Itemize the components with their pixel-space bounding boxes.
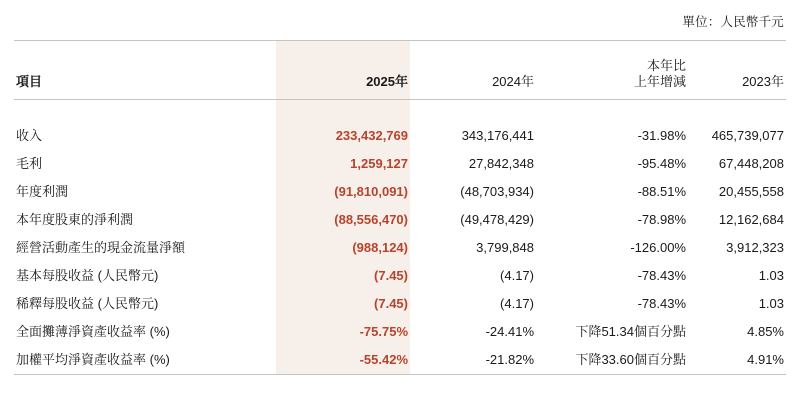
row-value-change: 下降33.60個百分點 [536,346,688,375]
row-value-y2024: 3,799,848 [476,240,534,255]
column-header-y2023 [688,41,786,100]
row-label: 經營活動產生的現金流量淨額 [16,240,186,255]
key-financials-table [14,40,786,375]
row-value-y2023: 4.91% [688,346,786,375]
row-value-y2024: 27,842,348 [468,156,534,171]
table-row [14,206,786,234]
row-value-y2023: 20,455,558 [718,184,784,199]
row-value-y2024: (4.17) [500,268,534,283]
column-header-y2025-label: 2025年 [366,74,408,89]
row-value-change: -126.00% [630,240,686,255]
header-row [14,41,786,100]
row-value-change: -78.98% [637,212,686,227]
row-value-y2025: (988,124) [276,234,410,262]
row-value-y2025: (88,556,470) [276,206,410,234]
row-value-change: 下降51.34個百分點 [575,324,686,339]
table-body [14,100,786,375]
row-label: 毛利 [16,156,43,171]
spacer-cell-y2023 [688,100,786,123]
unit-note: 單位：人民幣千元 [682,15,784,29]
spacer-row [14,100,786,123]
spacer-cell-y2025 [276,100,410,123]
row-value-y2024: -21.82% [410,346,536,375]
column-header-y2023-label: 2023年 [742,74,784,89]
column-header-item-label: 項目 [16,74,43,89]
table-row [14,318,786,346]
row-value-y2025: 233,432,769 [276,122,410,150]
table-row [14,346,786,375]
row-value-y2025: (7.45) [276,262,410,290]
row-value-change: -88.51% [637,184,686,199]
row-value-change: -78.43% [637,296,686,311]
row-value-y2023: 1.03 [758,296,784,311]
row-value-y2023: 67,448,208 [718,156,784,171]
row-value-y2023: 3,912,323 [726,240,784,255]
table-row [14,290,786,318]
row-label: 稀釋每股收益 (人民幣元) [16,296,159,311]
row-label: 收入 [16,128,43,143]
row-value-y2025: (91,810,091) [276,178,410,206]
row-value-change: -95.48% [637,156,686,171]
column-header-item [14,41,276,100]
table-header [14,41,786,100]
spacer-cell-item [14,100,276,123]
table-row [14,178,786,206]
column-header-y2025 [276,41,410,100]
row-label: 年度利潤 [16,184,69,199]
row-value-y2024: (4.17) [500,296,534,311]
row-value-y2025: -55.42% [276,346,410,375]
column-header-y2024-label: 2024年 [492,74,534,89]
column-header-change-line1: 本年比 [646,58,686,73]
row-value-y2023: 4.85% [747,324,784,339]
row-label: 本年度股東的淨利潤 [16,212,134,227]
column-header-change [536,41,688,100]
row-value-change: -31.98% [637,128,686,143]
row-value-y2024: (49,478,429) [460,212,534,227]
row-value-y2024: 343,176,441 [461,128,534,143]
row-label: 加權平均淨資產收益率 (%) [14,346,276,375]
row-value-y2024: -24.41% [485,324,534,339]
row-label: 全面攤薄淨資產收益率 (%) [16,324,170,339]
table-row [14,234,786,262]
row-value-y2023: 465,739,077 [711,128,784,143]
spacer-cell-y2024 [410,100,536,123]
spacer-cell-change [536,100,688,123]
row-value-y2025: (7.45) [276,290,410,318]
row-value-y2025: 1,259,127 [276,150,410,178]
column-header-change-line2: 上年增減 [633,74,686,89]
row-value-y2024: (48,703,934) [460,184,534,199]
row-value-y2025: -75.75% [276,318,410,346]
row-value-change: -78.43% [637,268,686,283]
table-row [14,122,786,150]
row-value-y2023: 1.03 [758,268,784,283]
table-row [14,150,786,178]
table-row [14,262,786,290]
column-header-y2024 [410,41,536,100]
row-label: 基本每股收益 (人民幣元) [16,268,159,283]
row-value-y2023: 12,162,684 [718,212,784,227]
